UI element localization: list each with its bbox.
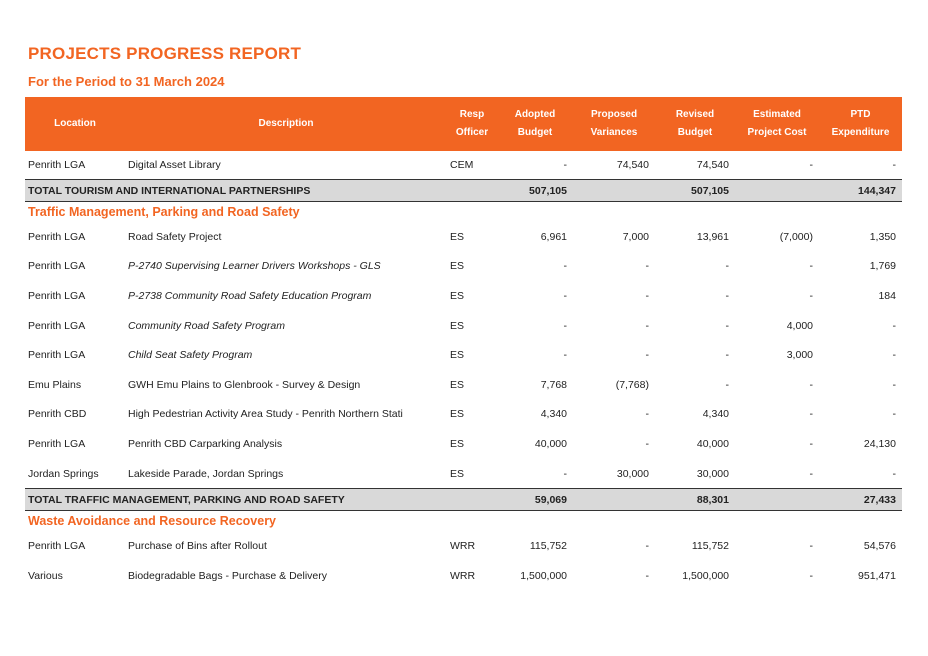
cell-ptd: 184 [878, 289, 896, 302]
total-row-tourism [25, 180, 902, 202]
cell-resp: ES [450, 319, 465, 332]
report-subtitle: For the Period to 31 March 2024 [28, 74, 225, 89]
cell-proposed: - [645, 260, 649, 273]
cell-estimated: - [809, 289, 813, 302]
cell-location: Penrith LGA [28, 260, 86, 273]
cell-adopted: 4,340 [540, 408, 567, 421]
cell-resp: ES [450, 408, 465, 421]
total-label: TOTAL TRAFFIC MANAGEMENT, PARKING AND ROAD SAFETY [25, 489, 497, 511]
header-proposed-variances: Proposed Variances [573, 97, 655, 151]
cell-description: High Pedestrian Activity Area Study - Penrith Northern Stati [128, 408, 403, 421]
table-header [25, 97, 902, 151]
cell-proposed: (7,768) [615, 378, 649, 391]
table-row [25, 531, 902, 561]
cell-ptd: 1,350 [869, 230, 896, 243]
cell-resp: ES [450, 260, 465, 273]
cell-ptd: 1,769 [869, 260, 896, 273]
cell-description: Community Road Safety Program [128, 319, 285, 332]
cell-ptd: 54,576 [863, 540, 896, 553]
cell-revised: 40,000 [696, 437, 729, 450]
cell-description: P-2740 Supervising Learner Drivers Workshops - GLS [128, 260, 381, 273]
cell-resp: WRR [450, 569, 476, 582]
cell-estimated: - [809, 159, 813, 171]
cell-resp: ES [450, 289, 465, 302]
section-heading-waste [25, 511, 902, 532]
header-adopted-budget: Adopted Budget [497, 97, 573, 151]
cell-ptd: - [892, 159, 896, 171]
cell-description: Child Seat Safety Program [128, 349, 253, 362]
cell-location: Penrith LGA [28, 230, 86, 243]
total-estimated [735, 489, 819, 511]
cell-location: Penrith LGA [28, 319, 86, 332]
cell-revised: 13,961 [696, 230, 729, 243]
section-title: Waste Avoidance and Resource Recovery [28, 514, 277, 529]
cell-adopted: - [563, 159, 567, 171]
cell-proposed: 74,540 [616, 159, 649, 171]
cell-location: Penrith LGA [28, 349, 86, 362]
cell-adopted: - [563, 467, 567, 480]
table-row [25, 151, 902, 180]
cell-description: GWH Emu Plains to Glenbrook - Survey & Design [128, 378, 361, 391]
cell-description: Biodegradable Bags - Purchase & Delivery [128, 569, 328, 582]
cell-location: Penrith LGA [28, 437, 86, 450]
cell-location: Penrith LGA [28, 159, 86, 171]
cell-description: Digital Asset Library [128, 159, 221, 171]
table-row [25, 281, 902, 311]
cell-proposed: - [645, 540, 649, 553]
header-estimated-project-cost: Estimated Project Cost [735, 97, 819, 151]
header-revised-budget: Revised Budget [655, 97, 735, 151]
cell-location: Various [28, 569, 63, 582]
cell-description: Purchase of Bins after Rollout [128, 540, 267, 553]
cell-proposed: - [645, 408, 649, 421]
total-adopted: 507,105 [497, 180, 573, 202]
cell-resp: ES [450, 437, 465, 450]
cell-proposed: 30,000 [616, 467, 649, 480]
cell-adopted: - [563, 260, 567, 273]
cell-adopted: 7,768 [540, 378, 567, 391]
table-row [25, 340, 902, 370]
cell-location: Penrith LGA [28, 540, 86, 553]
cell-estimated: 4,000 [786, 319, 813, 332]
total-adopted: 59,069 [497, 489, 573, 511]
table-row [25, 400, 902, 430]
cell-estimated: - [809, 260, 813, 273]
cell-proposed: - [645, 349, 649, 362]
cell-estimated: - [809, 378, 813, 391]
cell-revised: - [725, 319, 729, 332]
cell-revised: 115,752 [691, 540, 729, 553]
cell-revised: 74,540 [696, 159, 729, 171]
header-location: Location [25, 97, 125, 151]
cell-ptd: - [892, 349, 896, 362]
cell-resp: WRR [450, 540, 476, 553]
cell-proposed: 7,000 [622, 230, 649, 243]
cell-revised: 4,340 [702, 408, 729, 421]
total-revised: 88,301 [655, 489, 735, 511]
total-estimated [735, 180, 819, 202]
cell-description: Penrith CBD Carparking Analysis [128, 437, 283, 450]
table-row [25, 252, 902, 282]
total-proposed [573, 489, 655, 511]
cell-ptd: 951,471 [858, 569, 896, 582]
cell-proposed: - [645, 289, 649, 302]
table-row [25, 370, 902, 400]
cell-adopted: - [563, 289, 567, 302]
cell-adopted: 115,752 [529, 540, 567, 553]
cell-revised: - [725, 378, 729, 391]
table-row [25, 429, 902, 459]
cell-description: P-2738 Community Road Safety Education Program [128, 289, 372, 302]
cell-revised: - [725, 349, 729, 362]
cell-proposed: - [645, 569, 649, 582]
cell-revised: 30,000 [696, 467, 729, 480]
cell-adopted: 1,500,000 [520, 569, 567, 582]
cell-ptd: - [892, 319, 896, 332]
section-title: Traffic Management, Parking and Road Safety [28, 205, 300, 219]
cell-revised: - [725, 289, 729, 302]
cell-revised: 1,500,000 [682, 569, 729, 582]
cell-location: Penrith CBD [28, 408, 87, 421]
table-row [25, 459, 902, 489]
cell-resp: ES [450, 230, 465, 243]
header-description: Description [125, 97, 447, 151]
cell-location: Jordan Springs [28, 467, 99, 480]
cell-location: Penrith LGA [28, 289, 86, 302]
header-ptd-expenditure: PTD Expenditure [819, 97, 902, 151]
cell-estimated: - [809, 540, 813, 553]
cell-revised: - [725, 260, 729, 273]
cell-adopted: 40,000 [534, 437, 567, 450]
cell-adopted: - [563, 319, 567, 332]
total-ptd: 27,433 [819, 489, 902, 511]
cell-adopted: 6,961 [540, 230, 567, 243]
table-row [25, 222, 902, 252]
cell-resp: ES [450, 349, 465, 362]
cell-adopted: - [563, 349, 567, 362]
cell-location: Emu Plains [28, 378, 82, 391]
cell-proposed: - [645, 437, 649, 450]
cell-description: Lakeside Parade, Jordan Springs [128, 467, 284, 480]
cell-estimated: - [809, 437, 813, 450]
cell-estimated: 3,000 [786, 349, 813, 362]
cell-estimated: - [809, 467, 813, 480]
section-heading-traffic [25, 202, 902, 223]
table-row [25, 561, 902, 591]
header-resp-officer: Resp Officer [447, 97, 497, 151]
cell-estimated: (7,000) [779, 230, 813, 243]
projects-table [25, 97, 902, 591]
cell-resp: ES [450, 467, 465, 480]
cell-ptd: - [892, 378, 896, 391]
cell-estimated: - [809, 408, 813, 421]
cell-ptd: - [892, 467, 896, 480]
cell-ptd: 24,130 [863, 437, 896, 450]
cell-estimated: - [809, 569, 813, 582]
total-revised: 507,105 [655, 180, 735, 202]
cell-ptd: - [892, 408, 896, 421]
table-row [25, 311, 902, 341]
cell-resp: ES [450, 378, 465, 391]
total-proposed [573, 180, 655, 202]
report-title: PROJECTS PROGRESS REPORT [28, 44, 302, 63]
cell-description: Road Safety Project [128, 230, 222, 243]
cell-proposed: - [645, 319, 649, 332]
total-label: TOTAL TOURISM AND INTERNATIONAL PARTNERSHIPS [25, 180, 497, 202]
total-row-traffic [25, 489, 902, 511]
total-ptd: 144,347 [819, 180, 902, 202]
cell-resp: CEM [450, 159, 474, 171]
